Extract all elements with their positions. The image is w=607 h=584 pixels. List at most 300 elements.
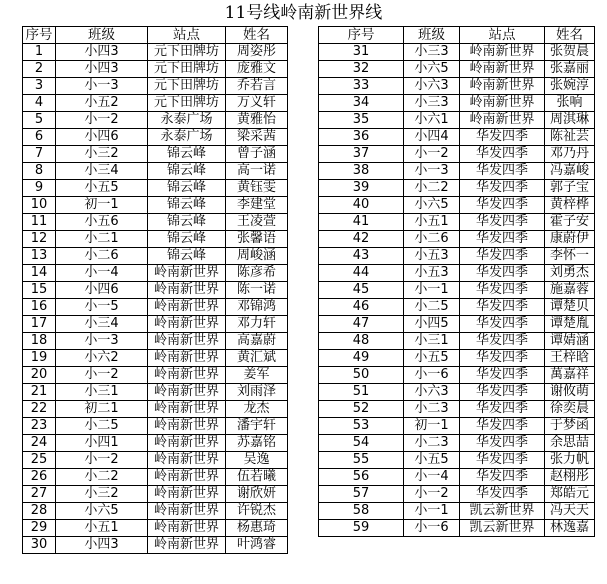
- cell-index: 28: [23, 503, 56, 520]
- roster-table-right: [318, 26, 595, 537]
- table-row: [23, 282, 288, 299]
- cell-name: 冯嘉峻: [545, 163, 595, 180]
- cell-class: 初一1: [404, 418, 460, 435]
- cell-index: 33: [319, 78, 404, 95]
- cell-station: 岭南新世界: [148, 299, 226, 316]
- cell-index: 26: [23, 469, 56, 486]
- cell-name: 萬嘉祥: [545, 367, 595, 384]
- cell-class: 小六5: [404, 197, 460, 214]
- cell-class: 小四3: [56, 537, 148, 554]
- cell-station: 华发四季: [460, 248, 545, 265]
- cell-station: 凯云新世界: [460, 503, 545, 520]
- cell-class: 小二6: [56, 248, 148, 265]
- cell-index: 32: [319, 61, 404, 78]
- cell-index: 39: [319, 180, 404, 197]
- cell-name: 梁采茜: [226, 129, 288, 146]
- cell-station: 岭南新世界: [460, 44, 545, 61]
- cell-station: 锦云峰: [148, 180, 226, 197]
- cell-class: 小二1: [56, 231, 148, 248]
- table-row: [23, 95, 288, 112]
- cell-name: 叶鸿睿: [226, 537, 288, 554]
- cell-class: 小五1: [56, 520, 148, 537]
- header-station: 站点: [148, 27, 226, 44]
- cell-index: 48: [319, 333, 404, 350]
- cell-name: 周姿彤: [226, 44, 288, 61]
- cell-name: 郭子宝: [545, 180, 595, 197]
- cell-station: 华发四季: [460, 146, 545, 163]
- cell-name: 霍子安: [545, 214, 595, 231]
- table-row: [319, 180, 595, 197]
- cell-station: 岭南新世界: [148, 401, 226, 418]
- cell-name: 谢攸萌: [545, 384, 595, 401]
- table-row: [319, 469, 595, 486]
- table-row: [319, 316, 595, 333]
- table-row: [23, 418, 288, 435]
- cell-name: 赵栩彤: [545, 469, 595, 486]
- cell-class: 小一4: [56, 265, 148, 282]
- cell-name: 许锐杰: [226, 503, 288, 520]
- header-name: 姓名: [226, 27, 288, 44]
- cell-name: 伍若曦: [226, 469, 288, 486]
- cell-index: 46: [319, 299, 404, 316]
- cell-station: 华发四季: [460, 350, 545, 367]
- cell-name: 王梓晗: [545, 350, 595, 367]
- cell-station: 岭南新世界: [148, 486, 226, 503]
- table-row: [319, 367, 595, 384]
- cell-name: 陈彦希: [226, 265, 288, 282]
- cell-class: 小一2: [404, 486, 460, 503]
- cell-name: 张力帆: [545, 452, 595, 469]
- cell-station: 华发四季: [460, 129, 545, 146]
- table-row: [23, 163, 288, 180]
- cell-station: 元下田牌坊: [148, 95, 226, 112]
- table-row: [319, 350, 595, 367]
- table-row: [319, 61, 595, 78]
- table-row: [23, 401, 288, 418]
- cell-class: 小四6: [56, 282, 148, 299]
- cell-class: 小三2: [56, 146, 148, 163]
- cell-class: 小五3: [404, 265, 460, 282]
- cell-index: 59: [319, 520, 404, 537]
- cell-station: 华发四季: [460, 231, 545, 248]
- cell-class: 小一4: [404, 469, 460, 486]
- cell-station: 岭南新世界: [148, 418, 226, 435]
- table-row: [319, 384, 595, 401]
- cell-station: 华发四季: [460, 367, 545, 384]
- cell-station: 岭南新世界: [148, 265, 226, 282]
- cell-name: 林逸嘉: [545, 520, 595, 537]
- cell-class: 小二2: [404, 180, 460, 197]
- table-row: [23, 367, 288, 384]
- cell-index: 52: [319, 401, 404, 418]
- table-row: [319, 282, 595, 299]
- cell-class: 小三3: [404, 95, 460, 112]
- cell-class: 小一3: [56, 78, 148, 95]
- cell-station: 岭南新世界: [148, 520, 226, 537]
- cell-class: 小二6: [404, 231, 460, 248]
- table-row: [319, 197, 595, 214]
- cell-index: 47: [319, 316, 404, 333]
- cell-station: 岭南新世界: [148, 469, 226, 486]
- cell-name: 黄梓桦: [545, 197, 595, 214]
- cell-class: 小四4: [404, 129, 460, 146]
- table-row: [319, 265, 595, 282]
- header-index: 序号: [319, 27, 404, 44]
- cell-index: 24: [23, 435, 56, 452]
- cell-index: 36: [319, 129, 404, 146]
- cell-name: 康蔚伊: [545, 231, 595, 248]
- roster-table-left: [22, 26, 288, 554]
- table-row: [319, 418, 595, 435]
- cell-name: 陈祉芸: [545, 129, 595, 146]
- cell-index: 9: [23, 180, 56, 197]
- table-row: [23, 299, 288, 316]
- table-row: [23, 112, 288, 129]
- table-row: [23, 350, 288, 367]
- cell-class: 小一3: [404, 163, 460, 180]
- cell-name: 高嘉蔚: [226, 333, 288, 350]
- table-row: [23, 44, 288, 61]
- cell-index: 2: [23, 61, 56, 78]
- cell-class: 小五2: [56, 95, 148, 112]
- table-row: [319, 112, 595, 129]
- cell-name: 周峻涵: [226, 248, 288, 265]
- cell-class: 小四6: [56, 129, 148, 146]
- cell-class: 小二3: [404, 435, 460, 452]
- cell-station: 华发四季: [460, 469, 545, 486]
- cell-index: 10: [23, 197, 56, 214]
- cell-class: 小三1: [56, 384, 148, 401]
- cell-name: 潘宇轩: [226, 418, 288, 435]
- cell-name: 庞雅文: [226, 61, 288, 78]
- cell-name: 余思喆: [545, 435, 595, 452]
- cell-name: 张嘉丽: [545, 61, 595, 78]
- cell-index: 3: [23, 78, 56, 95]
- cell-index: 55: [319, 452, 404, 469]
- cell-station: 华发四季: [460, 333, 545, 350]
- table-row: [319, 520, 595, 537]
- table-row: [319, 44, 595, 61]
- cell-name: 邓乃丹: [545, 146, 595, 163]
- header-index: 序号: [23, 27, 56, 44]
- table-row: [319, 231, 595, 248]
- cell-name: 邓力轩: [226, 316, 288, 333]
- cell-name: 冯天天: [545, 503, 595, 520]
- cell-name: 黄汇斌: [226, 350, 288, 367]
- cell-class: 小六2: [56, 350, 148, 367]
- cell-index: 11: [23, 214, 56, 231]
- cell-name: 谭楚胤: [545, 316, 595, 333]
- cell-index: 13: [23, 248, 56, 265]
- cell-class: 小一1: [404, 503, 460, 520]
- cell-class: 小六5: [404, 61, 460, 78]
- cell-class: 初一1: [56, 197, 148, 214]
- cell-index: 44: [319, 265, 404, 282]
- table-row: [23, 61, 288, 78]
- cell-station: 元下田牌坊: [148, 78, 226, 95]
- cell-station: 锦云峰: [148, 197, 226, 214]
- cell-station: 华发四季: [460, 452, 545, 469]
- cell-name: 张贺晨: [545, 44, 595, 61]
- table-row: [23, 333, 288, 350]
- cell-class: 小五5: [404, 350, 460, 367]
- cell-name: 张响: [545, 95, 595, 112]
- cell-index: 20: [23, 367, 56, 384]
- cell-station: 华发四季: [460, 265, 545, 282]
- cell-name: 乔若言: [226, 78, 288, 95]
- cell-index: 50: [319, 367, 404, 384]
- table-row: [23, 520, 288, 537]
- sheet-title: 11号线岭南新世界线: [224, 3, 383, 23]
- cell-class: 小四1: [56, 435, 148, 452]
- cell-index: 53: [319, 418, 404, 435]
- cell-station: 华发四季: [460, 180, 545, 197]
- cell-station: 岭南新世界: [148, 503, 226, 520]
- cell-station: 岭南新世界: [148, 452, 226, 469]
- table-row: [23, 265, 288, 282]
- cell-name: 陈一诺: [226, 282, 288, 299]
- table-row: [23, 78, 288, 95]
- cell-class: 小五5: [56, 180, 148, 197]
- cell-station: 华发四季: [460, 401, 545, 418]
- cell-class: 小一2: [56, 452, 148, 469]
- table-row: [23, 214, 288, 231]
- cell-class: 小六1: [404, 112, 460, 129]
- cell-station: 岭南新世界: [148, 350, 226, 367]
- cell-name: 黄雅怡: [226, 112, 288, 129]
- table-row: [319, 129, 595, 146]
- cell-index: 25: [23, 452, 56, 469]
- cell-class: 小二5: [56, 418, 148, 435]
- cell-class: 小二5: [404, 299, 460, 316]
- cell-index: 41: [319, 214, 404, 231]
- table-row: [319, 214, 595, 231]
- cell-index: 30: [23, 537, 56, 554]
- cell-index: 18: [23, 333, 56, 350]
- cell-name: 施嘉蓉: [545, 282, 595, 299]
- cell-class: 小一2: [56, 112, 148, 129]
- cell-index: 45: [319, 282, 404, 299]
- cell-index: 21: [23, 384, 56, 401]
- cell-name: 苏嘉铭: [226, 435, 288, 452]
- table-row: [319, 333, 595, 350]
- cell-class: 小六3: [404, 78, 460, 95]
- cell-station: 锦云峰: [148, 146, 226, 163]
- cell-station: 岭南新世界: [460, 95, 545, 112]
- cell-name: 万义轩: [226, 95, 288, 112]
- table-row: [319, 248, 595, 265]
- cell-name: 刘雨泽: [226, 384, 288, 401]
- cell-name: 邓锦鸿: [226, 299, 288, 316]
- cell-index: 8: [23, 163, 56, 180]
- cell-index: 15: [23, 282, 56, 299]
- cell-name: 曾子涵: [226, 146, 288, 163]
- cell-index: 34: [319, 95, 404, 112]
- table-row: [23, 197, 288, 214]
- cell-class: 小一6: [404, 520, 460, 537]
- cell-class: 小四3: [56, 61, 148, 78]
- cell-index: 54: [319, 435, 404, 452]
- cell-name: 李建堂: [226, 197, 288, 214]
- cell-index: 14: [23, 265, 56, 282]
- table-row: [23, 486, 288, 503]
- cell-station: 锦云峰: [148, 248, 226, 265]
- cell-index: 35: [319, 112, 404, 129]
- cell-station: 华发四季: [460, 282, 545, 299]
- table-row: [319, 452, 595, 469]
- cell-name: 杨惠琦: [226, 520, 288, 537]
- table-row: [23, 129, 288, 146]
- table-row: [319, 486, 595, 503]
- cell-station: 岭南新世界: [148, 384, 226, 401]
- cell-name: 黄钰雯: [226, 180, 288, 197]
- cell-class: 小一6: [404, 367, 460, 384]
- cell-name: 李怀一: [545, 248, 595, 265]
- cell-index: 37: [319, 146, 404, 163]
- cell-class: 小五6: [56, 214, 148, 231]
- cell-index: 23: [23, 418, 56, 435]
- cell-class: 小三4: [56, 316, 148, 333]
- cell-station: 岭南新世界: [148, 435, 226, 452]
- cell-station: 凯云新世界: [460, 520, 545, 537]
- cell-station: 锦云峰: [148, 231, 226, 248]
- cell-name: 姜军: [226, 367, 288, 384]
- cell-index: 22: [23, 401, 56, 418]
- cell-class: 小四3: [56, 44, 148, 61]
- cell-class: 小三3: [404, 44, 460, 61]
- cell-station: 元下田牌坊: [148, 44, 226, 61]
- cell-index: 43: [319, 248, 404, 265]
- cell-index: 29: [23, 520, 56, 537]
- cell-index: 40: [319, 197, 404, 214]
- cell-index: 27: [23, 486, 56, 503]
- cell-index: 57: [319, 486, 404, 503]
- cell-name: 于梦函: [545, 418, 595, 435]
- cell-class: 小五3: [404, 248, 460, 265]
- cell-class: 初二1: [56, 401, 148, 418]
- cell-name: 高一诺: [226, 163, 288, 180]
- cell-name: 吴逸: [226, 452, 288, 469]
- cell-index: 12: [23, 231, 56, 248]
- cell-station: 锦云峰: [148, 214, 226, 231]
- cell-station: 华发四季: [460, 418, 545, 435]
- cell-station: 华发四季: [460, 316, 545, 333]
- cell-index: 49: [319, 350, 404, 367]
- cell-index: 56: [319, 469, 404, 486]
- cell-class: 小五1: [404, 214, 460, 231]
- cell-station: 锦云峰: [148, 163, 226, 180]
- table-row: [319, 163, 595, 180]
- cell-class: 小一2: [404, 146, 460, 163]
- cell-class: 小一1: [404, 282, 460, 299]
- table-row: [23, 469, 288, 486]
- header-station: 站点: [460, 27, 545, 44]
- table-row: [319, 401, 595, 418]
- cell-class: 小三1: [404, 333, 460, 350]
- cell-class: 小三2: [56, 486, 148, 503]
- table-row: [23, 231, 288, 248]
- table-row: [23, 146, 288, 163]
- table-row: [23, 316, 288, 333]
- table-row: [319, 146, 595, 163]
- cell-station: 元下田牌坊: [148, 61, 226, 78]
- cell-index: 5: [23, 112, 56, 129]
- cell-index: 19: [23, 350, 56, 367]
- cell-station: 华发四季: [460, 197, 545, 214]
- cell-name: 谢欣妍: [226, 486, 288, 503]
- cell-index: 7: [23, 146, 56, 163]
- cell-station: 岭南新世界: [148, 282, 226, 299]
- cell-station: 岭南新世界: [148, 316, 226, 333]
- cell-index: 16: [23, 299, 56, 316]
- cell-class: 小一3: [56, 333, 148, 350]
- cell-station: 岭南新世界: [148, 333, 226, 350]
- table-row: [23, 180, 288, 197]
- cell-index: 4: [23, 95, 56, 112]
- cell-index: 58: [319, 503, 404, 520]
- table-row: [319, 95, 595, 112]
- cell-class: 小六5: [56, 503, 148, 520]
- cell-name: 周淇琳: [545, 112, 595, 129]
- cell-index: 38: [319, 163, 404, 180]
- cell-station: 华发四季: [460, 299, 545, 316]
- cell-station: 永泰广场: [148, 112, 226, 129]
- cell-index: 6: [23, 129, 56, 146]
- table-row: [23, 435, 288, 452]
- cell-name: 龙杰: [226, 401, 288, 418]
- cell-station: 华发四季: [460, 435, 545, 452]
- header-class: 班级: [56, 27, 148, 44]
- table-row: [23, 503, 288, 520]
- table-row: [319, 299, 595, 316]
- cell-index: 51: [319, 384, 404, 401]
- table-row: [23, 452, 288, 469]
- cell-name: 张婉淳: [545, 78, 595, 95]
- cell-station: 华发四季: [460, 163, 545, 180]
- header-class: 班级: [404, 27, 460, 44]
- cell-station: 岭南新世界: [148, 367, 226, 384]
- cell-class: 小一5: [56, 299, 148, 316]
- cell-class: 小三4: [56, 163, 148, 180]
- cell-station: 岭南新世界: [460, 61, 545, 78]
- cell-station: 岭南新世界: [460, 78, 545, 95]
- cell-name: 刘勇杰: [545, 265, 595, 282]
- cell-index: 42: [319, 231, 404, 248]
- cell-station: 华发四季: [460, 384, 545, 401]
- cell-station: 岭南新世界: [460, 112, 545, 129]
- cell-station: 岭南新世界: [148, 537, 226, 554]
- cell-name: 郑皓元: [545, 486, 595, 503]
- table-row: [23, 537, 288, 554]
- header-name: 姓名: [545, 27, 595, 44]
- cell-name: 王凌萱: [226, 214, 288, 231]
- cell-station: 华发四季: [460, 486, 545, 503]
- cell-class: 小一2: [56, 367, 148, 384]
- cell-name: 徐奕晨: [545, 401, 595, 418]
- cell-class: 小二3: [404, 401, 460, 418]
- cell-name: 谭婧涵: [545, 333, 595, 350]
- table-row: [319, 78, 595, 95]
- cell-class: 小二2: [56, 469, 148, 486]
- table-row: [23, 248, 288, 265]
- header-row: [23, 27, 288, 44]
- cell-index: 17: [23, 316, 56, 333]
- cell-class: 小四5: [404, 316, 460, 333]
- cell-class: 小五5: [404, 452, 460, 469]
- cell-index: 31: [319, 44, 404, 61]
- cell-class: 小六3: [404, 384, 460, 401]
- header-row: [319, 27, 595, 44]
